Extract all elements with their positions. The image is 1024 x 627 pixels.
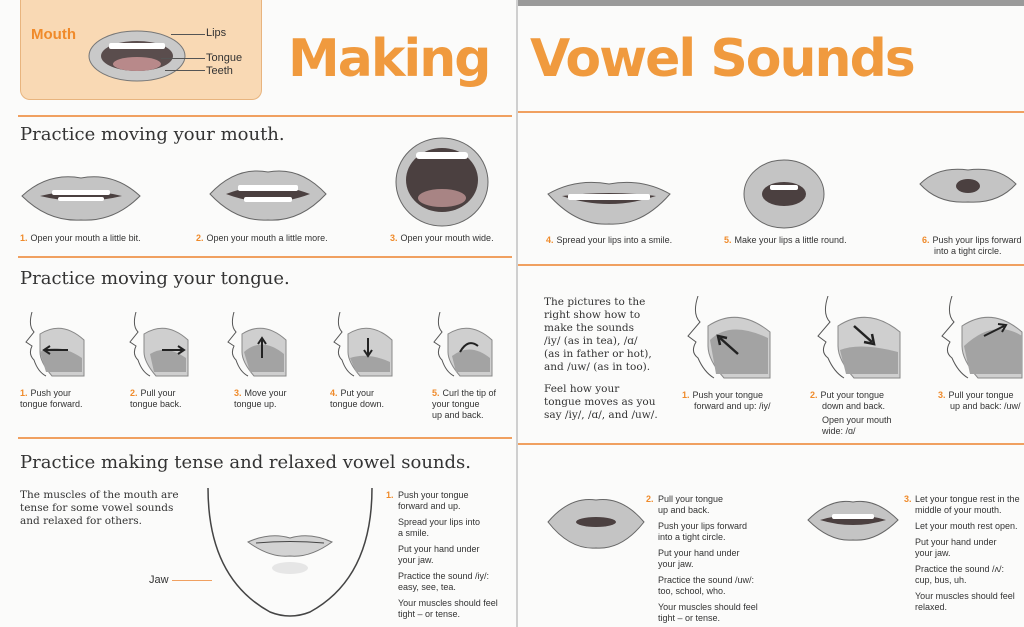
tense-steps: Push your tongue forward and up. Spread your lips into a smile. Put your hand under your jaw. Practice the sound /iy/: easy, see, tea. Your muscles should feel tight – or tense. [398, 490, 498, 619]
tense-relaxed-body: The muscles of the mouth are tense for some vowel sounds and relaxed for others. [20, 489, 179, 527]
tongue-step-1: 1. Push your tongue forward. [20, 388, 83, 409]
mouth-round-illustration [742, 158, 826, 230]
tongue-step-3: 3. Move your tongue up. [234, 388, 287, 409]
tongue-step-2: 2. Pull your tongue back. [130, 388, 182, 409]
mouth-step-4: 4. Spread your lips into a smile. [546, 235, 673, 245]
tongue-up-illustration [224, 312, 292, 378]
relaxed-steps: Let your tongue rest in the middle of your mouth. Let your mouth rest open. Put your hand under your jaw. Practice the sound /ʌ/: cup, bus, uh. Your muscles should feel relaxed. [915, 494, 1020, 612]
mouth-step-1: 1. Open your mouth a little bit. [20, 233, 141, 243]
tongue-iy-illustration [684, 296, 776, 380]
tongue-iy-caption: 1. Push your tongue forward and up: /iy/ [682, 390, 771, 411]
mouth-uw-illustration [546, 494, 646, 552]
divider [518, 264, 1024, 266]
right-page [518, 0, 1024, 627]
mouth-legend-box [20, 0, 262, 100]
tongue-back-illustration [126, 312, 194, 378]
section-title-tense-relaxed: Practice making tense and relaxed vowel sounds. [20, 452, 472, 473]
divider [18, 437, 512, 439]
relaxed-step-number: 3. [904, 494, 912, 504]
section-title-mouth: Practice moving your mouth. [20, 124, 285, 145]
mouth-label-teeth: Teeth [206, 65, 233, 77]
jaw-pointer-line [172, 580, 212, 581]
mouth-step-5: 5. Make your lips a little round. [724, 235, 847, 245]
mouth-smile-illustration [546, 176, 672, 226]
divider [18, 115, 512, 117]
tongue-intro-text: The pictures to the right show how to make the sounds /iy/ (as in tea), /ɑ/ (as in father or hot), and /uw/ (as in too). [544, 296, 652, 373]
tongue-down-illustration [330, 312, 398, 378]
tongue-a-caption: 2. Put your tongue down and back. Open your mouth wide: /ɑ/ [810, 390, 892, 436]
divider [518, 443, 1024, 445]
uw-steps: Pull your tongue up and back. Push your lips forward into a tight circle. Put your hand under your jaw. Practice the sound /uw/: too, school, who. Your muscles should feel tight – or tense. [658, 494, 758, 623]
tongue-step-5: 5. Curl the tip of your tongue up and back. [432, 388, 497, 420]
mouth-step-6: 6. Push your lips forward into a tight circle. [922, 235, 1022, 256]
mouth-open-little-illustration [18, 168, 144, 224]
tongue-a-illustration [814, 296, 906, 380]
mouth-open-wide-illustration [394, 136, 490, 228]
mouth-label-tongue: Tongue [206, 52, 243, 64]
tongue-intro-text-2: Feel how your tongue moves as you say /iy/, /ɑ/, and /uw/. [544, 383, 658, 421]
tongue-uw-caption: 3. Pull your tongue up and back: /uw/ [938, 390, 1021, 411]
section-title-tongue: Practice moving your tongue. [20, 268, 290, 289]
tense-step-number: 1. [386, 490, 394, 500]
divider [518, 111, 1024, 113]
jaw-face-illustration [200, 488, 378, 618]
mouth-label-lips: Lips [206, 27, 227, 39]
page-title-making: Making [288, 29, 490, 89]
tongue-uw-illustration [938, 296, 1024, 380]
page-title-vowel-sounds: Vowel Sounds [530, 29, 914, 89]
uw-step-number: 2. [646, 494, 654, 504]
jaw-label: Jaw [149, 574, 169, 586]
mouth-box-title: Mouth [31, 26, 76, 43]
tongue-curl-illustration [430, 312, 498, 378]
tongue-forward-illustration [22, 312, 90, 378]
mouth-relaxed-illustration [806, 496, 900, 542]
mouth-open-more-illustration [206, 164, 330, 224]
mouth-step-2: 2. Open your mouth a little more. [196, 233, 328, 243]
mouth-tight-circle-illustration [918, 164, 1018, 204]
divider [18, 256, 512, 258]
tongue-step-4: 4. Put your tongue down. [330, 388, 385, 409]
mouth-step-3: 3. Open your mouth wide. [390, 233, 494, 243]
